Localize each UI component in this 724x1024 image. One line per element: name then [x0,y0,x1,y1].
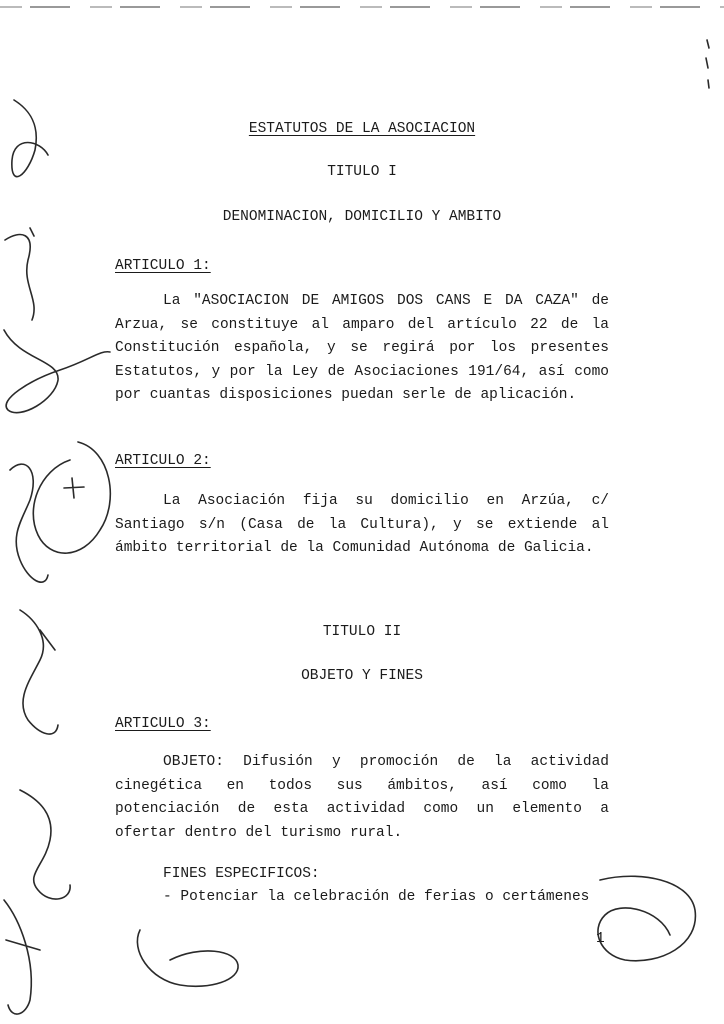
article-3-label: ARTICULO 3: [115,716,211,732]
subtitle-1: DENOMINACION, DOMICILIO Y AMBITO [222,209,502,225]
article-2-text: La Asociación fija su domicilio en Arzúa, c/ Santiago s/n (Casa de la Cultura), y se extiende al ámbito territorial de la Comunidad Autónoma de Galicia. [115,493,609,556]
fines-especificos-label: FINES ESPECIFICOS: [163,866,320,882]
title-1: TITULO I [327,164,397,180]
document-heading: ESTATUTOS DE LA ASOCIACION [248,121,476,137]
fines-item: - Potenciar la celebración de ferias o certámenes [163,889,590,905]
circle-mark [33,442,110,553]
edge-mark [706,40,709,88]
title-2: TITULO II [322,624,402,640]
article-3-text: OBJETO: Difusión y promoción de la actividad cinegética en todos sus ámbitos, así como la potenciación de esta actividad como un elemento a ofertar dentro del turismo rural. [115,754,609,841]
plus-mark [64,478,84,498]
signature-7 [4,900,40,1014]
signature-5 [20,610,58,734]
article-1-label: ARTICULO 1: [115,258,211,274]
signature-6 [20,790,70,899]
subtitle-2: OBJETO Y FINES [301,668,423,684]
article-1-text: La "ASOCIACION DE AMIGOS DOS CANS E DA CAZA" de Arzua, se constituye al amparo del artículo 22 de la Constitución española, y se regirá por los presentes Estatutos, y por la Ley de Asociaciones 191/64, así como por cuantas disposiciones puedan serle de aplicación. [115,293,609,403]
signature-8 [137,930,238,986]
signature-2 [5,228,34,320]
page-number: 1 [596,931,605,947]
signature-3 [4,330,110,413]
signature-1 [12,100,48,177]
signature-9 [598,876,695,961]
article-2-label: ARTICULO 2: [115,453,211,469]
